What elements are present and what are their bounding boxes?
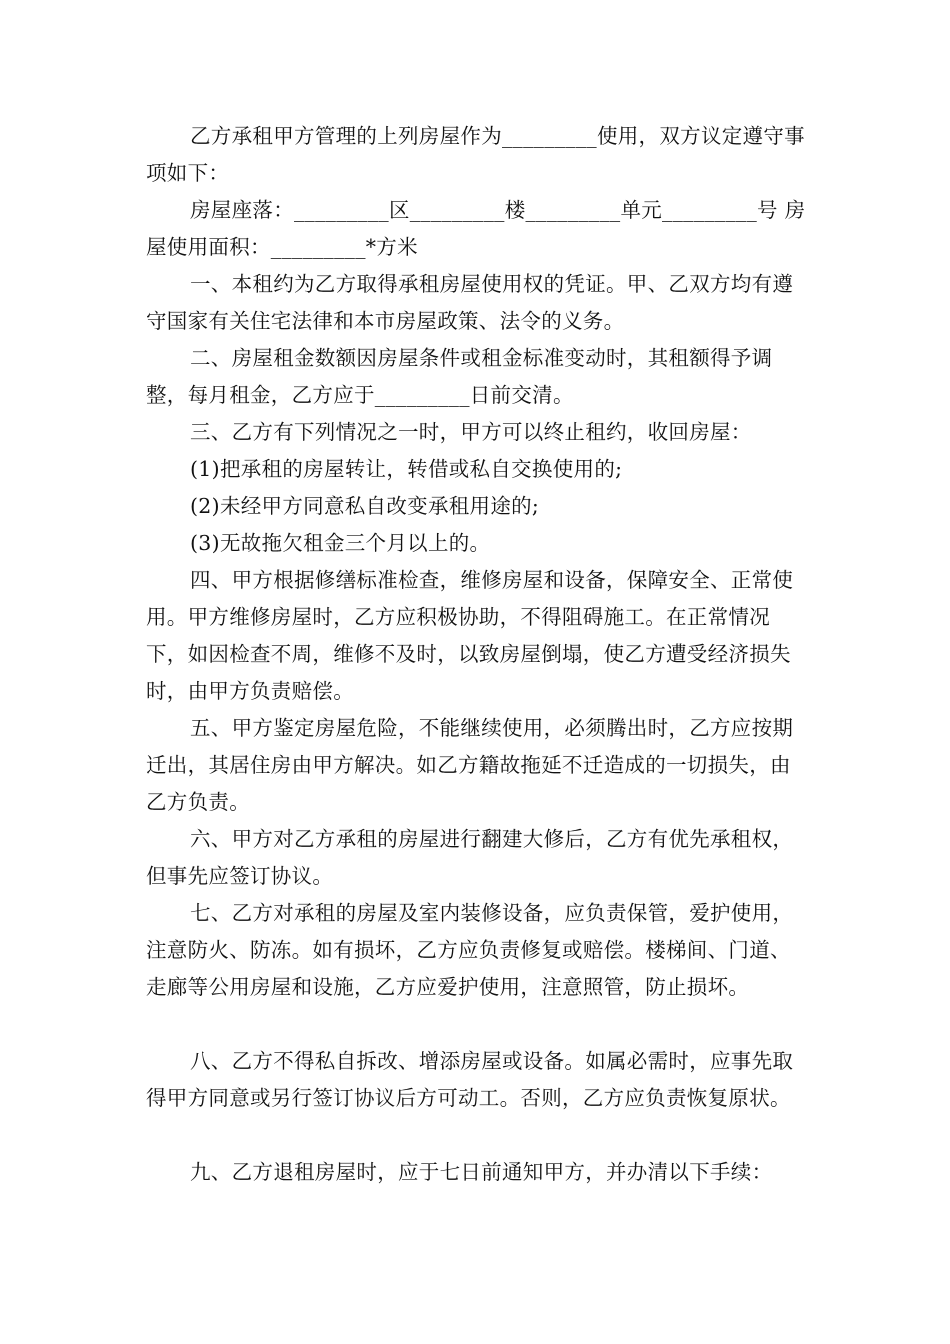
paragraph-clause-3: 三、乙方有下列情况之一时，甲方可以终止租约，收回房屋：: [190, 420, 752, 444]
list-item-3: (3)无故拖欠租金三个月以上的。: [190, 531, 491, 555]
paragraph-clause-7: 七、乙方对承租的房屋及室内装修设备，应负责保管，爱护使用，注意防火、防冻。如有损坏，乙方应负责修复或赔偿。楼梯间、门道、走廊等公用房屋和设施，乙方应爱护使用，注意照管，防止损坏。: [146, 901, 794, 999]
list-item-2: (2)未经甲方同意私自改变承租用途的;: [190, 494, 540, 518]
paragraph-clause-1: 一、本租约为乙方取得承租房屋使用权的凭证。甲、乙双方均有遵守国家有关住宅法律和本市房屋政策、法令的义务。: [146, 272, 794, 333]
paragraph-clause-2: 二、房屋租金数额因房屋条件或租金标准变动时，其租额得予调整，每月租金，乙方应于_________日前交清。: [146, 346, 773, 407]
paragraph-clause-9: 九、乙方退租房屋时，应于七日前通知甲方，并办清以下手续：: [190, 1160, 773, 1184]
paragraph-clause-6: 六、甲方对乙方承租的房屋进行翻建大修后，乙方有优先承租权，但事先应签订协议。: [146, 827, 794, 888]
paragraph-clause-8: 八、乙方不得私自拆改、增添房屋或设备。如属必需时，应事先取得甲方同意或另行签订协议后方可动工。否则，乙方应负责恢复原状。: [146, 1049, 794, 1110]
list-item-1: (1)把承租的房屋转让，转借或私自交换使用的;: [190, 457, 623, 481]
paragraph-clause-4: 四、甲方根据修缮标准检查，维修房屋和设备，保障安全、正常使用。甲方维修房屋时，乙方应积极协助，不得阻碍施工。在正常情况下，如因检查不周，维修不及时，以致房屋倒塌，使乙方遭受经济损失时，由甲方负责赔偿。: [146, 568, 794, 703]
paragraph-clause-5: 五、甲方鉴定房屋危险，不能继续使用，必须腾出时，乙方应按期迁出，其居住房由甲方解决。如乙方籍故拖延不迁造成的一切损失，由乙方负责。: [146, 716, 794, 814]
paragraph-usage-intro: 乙方承租甲方管理的上列房屋作为_________使用，双方议定遵守事项如下：: [146, 124, 805, 185]
paragraph-house-location: 房屋座落：_________区_________楼_________单元_________号 房屋使用面积：_________*方米: [146, 198, 806, 259]
